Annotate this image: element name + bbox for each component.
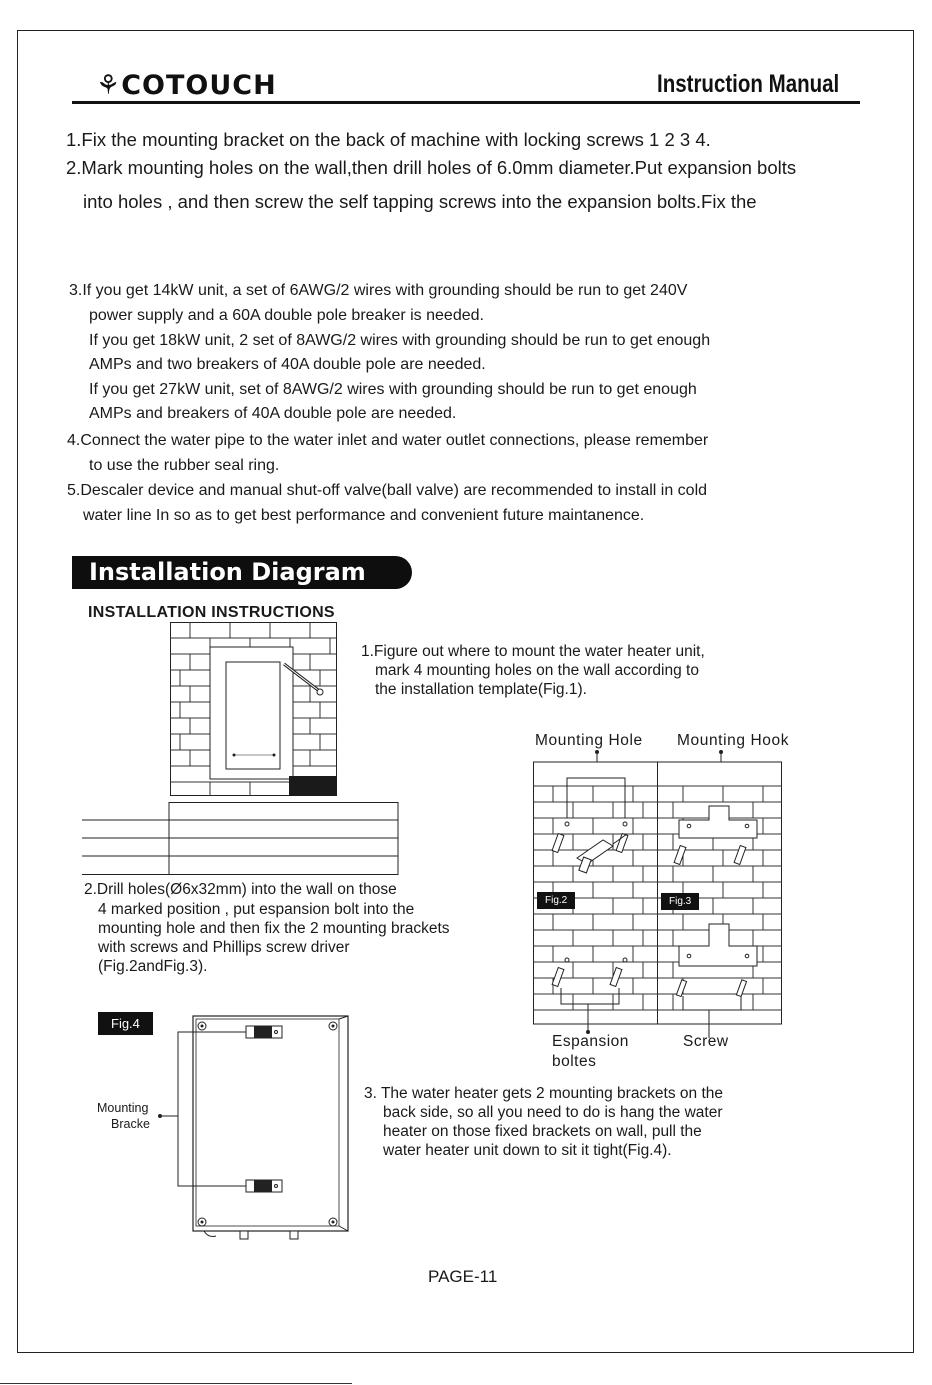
header-rule <box>72 101 860 104</box>
instr-1-line-1: 1.Figure out where to mount the water heater unit, <box>361 643 705 660</box>
step-3-line-5: If you get 27kW unit, set of 8AWG/2 wires with grounding should be run to get enough <box>89 381 697 398</box>
mounting-bracket-label-2: Bracke <box>111 1117 150 1131</box>
fig2-fig3-wall-diagram <box>533 748 783 1028</box>
installation-diagram-banner: Installation Diagram <box>72 556 412 589</box>
fig4-heater-diagram <box>150 1012 355 1242</box>
espansion-label-2: boltes <box>552 1053 597 1070</box>
instr-2-line-5: (Fig.2andFig.3). <box>98 958 208 975</box>
instr-3-line-4: water heater unit down to sit it tight(Fig.4). <box>383 1142 672 1159</box>
instr-2-line-3: mounting hole and then fix the 2 mounting brackets <box>98 920 450 937</box>
brand-logo <box>96 70 277 101</box>
fig4-label: Fig.4 <box>98 1012 153 1035</box>
step-5-line-2: water line In so as to get best performance and convenient future maintanence. <box>83 507 645 524</box>
logo-text: COTOUCH <box>121 70 277 101</box>
step-4-line-1: 4.Connect the water pipe to the water inlet and water outlet connections, please remember <box>67 432 709 449</box>
step-3-line-3: If you get 18kW unit, 2 set of 8AWG/2 wires with grounding should be run to get enough <box>89 332 711 349</box>
screw-label: Screw <box>683 1033 729 1050</box>
mounting-hook-label: Mounting Hook <box>677 732 790 749</box>
bottom-edge-rule <box>0 1383 352 1384</box>
installation-subheading: INSTALLATION INSTRUCTIONS <box>88 604 335 621</box>
step-3-line-2: power supply and a 60A double pole breaker is needed. <box>89 307 484 324</box>
step-3-line-4: AMPs and two breakers of 40A double pole are needed. <box>89 356 486 373</box>
template-table <box>82 802 400 878</box>
instr-2-line-1: 2.Drill holes(Ø6x32mm) into the wall on those <box>84 881 397 898</box>
mounting-hole-label: Mounting Hole <box>535 732 643 749</box>
step-1: 1.Fix the mounting bracket on the back of machine with locking screws 1 2 3 4. <box>66 129 711 150</box>
instr-3-line-3: heater on those fixed brackets on wall, pull the <box>383 1123 702 1140</box>
step-3-line-6: AMPs and breakers of 40A double pole are needed. <box>89 405 457 422</box>
step-2-cont: into holes , and then screw the self tapping screws into the expansion bolts.Fix the <box>83 191 757 212</box>
step-5-line-1: 5.Descaler device and manual shut-off valve(ball valve) are recommended to install in cold <box>67 482 708 499</box>
instr-3-line-1: 3. The water heater gets 2 mounting brackets on the <box>364 1085 724 1102</box>
logo-mark-icon: ⚘ <box>96 70 122 101</box>
instr-1-line-2: mark 4 mounting holes on the wall according to <box>375 662 699 679</box>
step-2: 2.Mark mounting holes on the wall,then drill holes of 6.0mm diameter.Put expansion bolts <box>66 157 797 178</box>
fig1-wall-template-diagram <box>170 622 340 800</box>
manual-title: Instruction Manual <box>656 70 839 98</box>
page-number: PAGE-11 <box>428 1267 498 1286</box>
instr-2-line-4: with screws and Phillips screw driver <box>98 939 350 956</box>
instr-2-line-2: 4 marked position , put espansion bolt into the <box>98 901 415 918</box>
espansion-label-1: Espansion <box>552 1033 629 1050</box>
step-4-line-2: to use the rubber seal ring. <box>89 457 280 474</box>
mounting-bracket-label-1: Mounting <box>97 1101 149 1115</box>
instr-3-line-2: back side, so all you need to do is hang the water <box>383 1104 723 1121</box>
fig3-label: Fig.3 <box>661 893 699 910</box>
fig2-label: Fig.2 <box>537 892 575 909</box>
step-3-line-1: 3.If you get 14kW unit, a set of 6AWG/2 wires with grounding should be run to get 240V <box>69 282 688 299</box>
instr-1-line-3: the installation template(Fig.1). <box>375 681 587 698</box>
